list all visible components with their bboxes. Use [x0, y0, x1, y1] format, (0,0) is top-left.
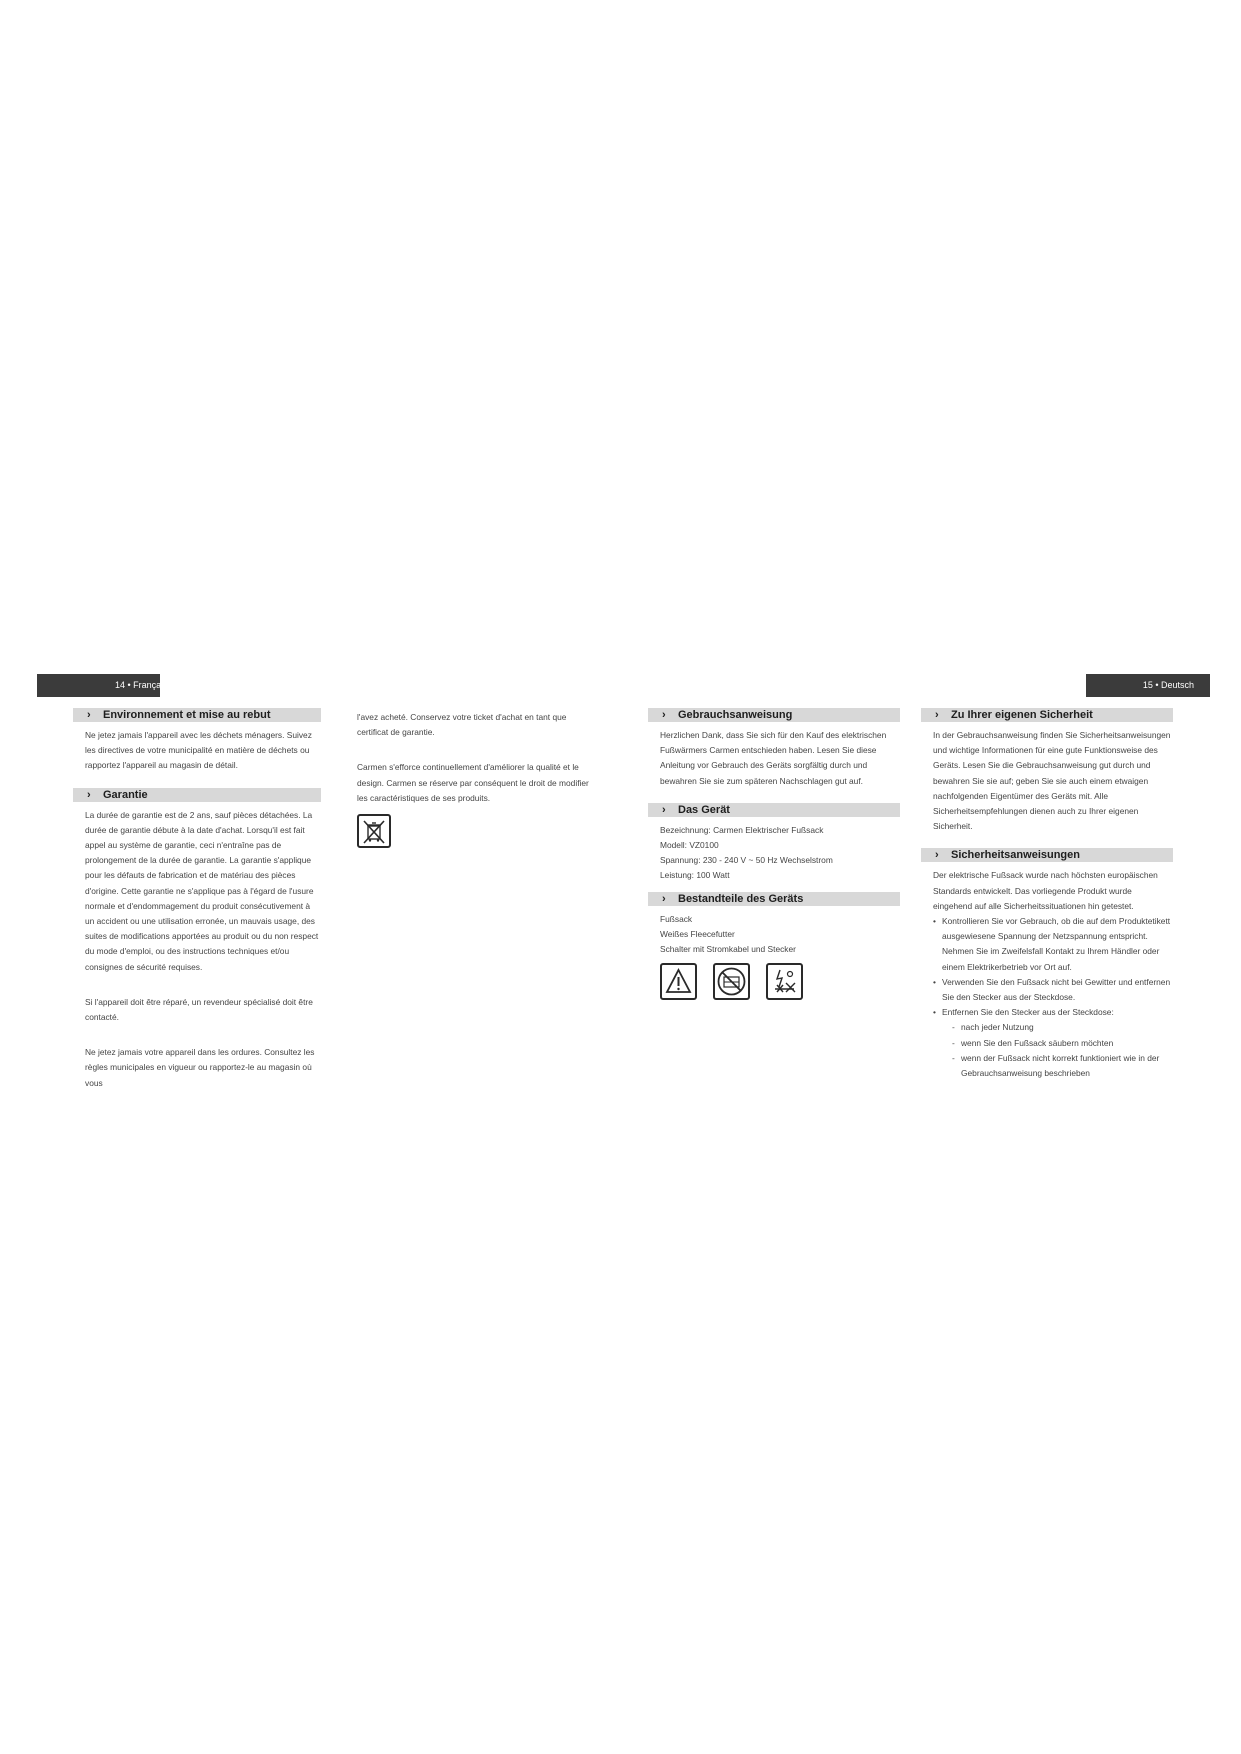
paragraph-reparation: Si l'appareil doit être réparé, un revendeur spécialisé doit être contacté. [85, 996, 313, 1023]
no-pins-icon [766, 963, 803, 1000]
heading-label: Das Gerät [678, 803, 730, 816]
paragraph-ticket: l'avez acheté. Conservez votre ticket d'achat en tant que certificat de garantie. [357, 712, 567, 738]
list-item: - wenn Sie den Fußsack säubern möchten [952, 1037, 1114, 1048]
chevron-right-icon: › [935, 709, 939, 721]
component-line: Schalter mit Stromkabel und Stecker [660, 944, 796, 955]
paragraph-ordures: Ne jetez jamais votre appareil dans les ordures. Consultez les règles municipales en vigueur ou rapportez-le au magasin où vous [85, 1047, 315, 1088]
spec-line: Spannung: 230 - 240 V ~ 50 Hz Wechselstrom [660, 855, 833, 866]
column-german-2 [921, 708, 1173, 1081]
list-item: - nach jeder Nutzung [952, 1022, 1034, 1033]
chevron-right-icon: › [87, 788, 91, 801]
heading-label: Sicherheitsanweisungen [951, 849, 1080, 862]
list-item: - wenn der Fußsack nicht korrekt funktioniert wie in der Gebrauchsanweisung beschrieben [952, 1052, 1160, 1079]
paragraph-environnement: Ne jetez jamais l'appareil avec les déchets ménagers. Suivez les directives de votre municipalité en matière de déchets ou rapportez l'appareil au magasin de détail. [85, 730, 312, 771]
safety-bullet-list [921, 914, 1173, 1081]
chevron-right-icon: › [935, 849, 939, 862]
paragraph-garantie: La durée de garantie est de 2 ans, sauf pièces détachées. La durée de garantie débute à la date d'achat. Lorsqu'il est fait appel au système de garantie, ceci n'entraîne pas de prolongement de la durée de garantie. La garantie s'applique pour les défauts de fabrication et de matériau des pièces d'origine. Cette garantie ne s'applique pas à l'égard de l'usure normale et d'endommagement du produit consécutivement à un accident ou une utilisation erronée, un mauvais usage, des suites de modifications apportées au produit ou du non respect du mode d'emploi, ou des instructions techniques et/ou consignes de sécurité requises. [85, 809, 319, 972]
column-german-1 [648, 708, 900, 1005]
column-french-1 [73, 708, 321, 1097]
paragraph-gebrauchsanweisung: Herzlichen Dank, dass Sie sich für den Kauf des elektrischen Fußwärmers Carmen entschieden haben. Lesen Sie diese Anleitung vor Gebrauch des Geräts sorgfältig durch und bewahren Sie sie zum späteren Nachschlagen gut auf. [660, 730, 887, 786]
heading-label: Bestandteile des Geräts [678, 892, 804, 905]
chevron-right-icon: › [662, 709, 666, 721]
list-item-text: nach jeder Nutzung [961, 1022, 1034, 1033]
list-item-text: wenn der Fußsack nicht korrekt funktioniert wie in der Gebrauchsanweisung beschrieben [961, 1052, 1160, 1079]
list-item-text: Entfernen Sie den Stecker aus der Steckdose: [942, 1007, 1114, 1018]
chevron-right-icon: › [662, 892, 666, 905]
section-heading-environnement [73, 708, 321, 722]
heading-label: Zu Ihrer eigenen Sicherheit [951, 709, 1093, 721]
list-item-text: wenn Sie den Fußsack säubern möchten [961, 1037, 1114, 1048]
section-heading-gebrauchsanweisung [648, 708, 900, 722]
component-line: Fußsack [660, 913, 693, 924]
spec-line: Leistung: 100 Watt [660, 870, 730, 881]
heading-label: Gebrauchsanweisung [678, 709, 793, 721]
component-line: Weißes Fleecefutter [660, 928, 735, 939]
list-item-text: Kontrollieren Sie vor Gebrauch, ob die auf dem Produktetikett ausgewiesene Spannung der Netzspannung entspricht. Nehmen Sie im Zweifelsfall Kontakt zu Ihrem Händler oder einem Elektrikerbetrieb vor Ort auf. [942, 916, 1171, 972]
section-heading-geraet [648, 803, 900, 817]
warning-triangle-icon [660, 963, 697, 1000]
section-heading-garantie [73, 788, 321, 802]
chevron-right-icon: › [87, 709, 91, 721]
heading-label: Garantie [103, 788, 148, 801]
no-folding-icon [713, 963, 750, 1000]
list-item-text: Verwenden Sie den Fußsack nicht bei Gewitter und entfernen Sie den Stecker aus der Steckdose. [942, 976, 1171, 1003]
paragraph-sicherheitsanweisungen: Der elektrische Fußsack wurde nach höchsten europäischen Standards entwickelt. Das vorliegende Produkt wurde eingehend auf alle Sicherheitssituationen hin getestet. [933, 870, 1158, 911]
heading-label: Environnement et mise au rebut [103, 709, 271, 721]
list-item: • Verwenden Sie den Fußsack nicht bei Gewitter und entfernen Sie den Stecker aus der Steckdose. [933, 976, 1171, 1003]
list-item: • Entfernen Sie den Stecker aus der Steckdose: - nach jeder Nutzung - wenn Sie den Fußsack säubern möchten - wenn der Fußsack nicht korrekt funktioniert wie in der Gebrauchsanweisung beschrieben [933, 1005, 1173, 1081]
section-heading-bestandteile [648, 892, 900, 906]
sub-bullet-list [942, 1020, 1173, 1081]
paragraph-carmen: Carmen s'efforce continuellement d'améliorer la qualité et le design. Carmen se réserve par conséquent le droit de modifier les caractéristiques de ses produits. [357, 762, 589, 803]
chevron-right-icon: › [662, 803, 666, 816]
spec-line: Modell: VZ0100 [660, 840, 719, 851]
section-heading-sicherheit [921, 708, 1173, 722]
safety-icons-row [648, 963, 900, 1005]
page-number-tab-right: 15 • Deutsch [1086, 674, 1210, 697]
paragraph-sicherheit: In der Gebrauchsanweisung finden Sie Sicherheitsanweisungen und wichtige Informationen für eine gute Funktionsweise des Geräts. Lesen Sie die Gebrauchsanweisung gut durch und bewahren Sie sie auf; geben Sie sie auch einem etwaigen nachfolgenden Eigentümer des Geräts mit. Alle Sicherheitsempfehlungen dienen auch zu Ihrer eigenen Sicherheit. [933, 730, 1171, 832]
crossed-out-bin-icon [357, 814, 391, 848]
spec-line: Bezeichnung: Carmen Elektrischer Fußsack [660, 824, 824, 835]
section-heading-sicherheitsanweisungen [921, 848, 1173, 862]
column-french-2 [357, 710, 597, 853]
page-number-tab-left: 14 • Français [37, 674, 160, 697]
list-item: • Kontrollieren Sie vor Gebrauch, ob die auf dem Produktetikett ausgewiesene Spannung der Netzspannung entspricht. Nehmen Sie im Zweifelsfall Kontakt zu Ihrem Händler oder einem Elektrikerbetrieb vor Ort auf. [933, 916, 1171, 972]
